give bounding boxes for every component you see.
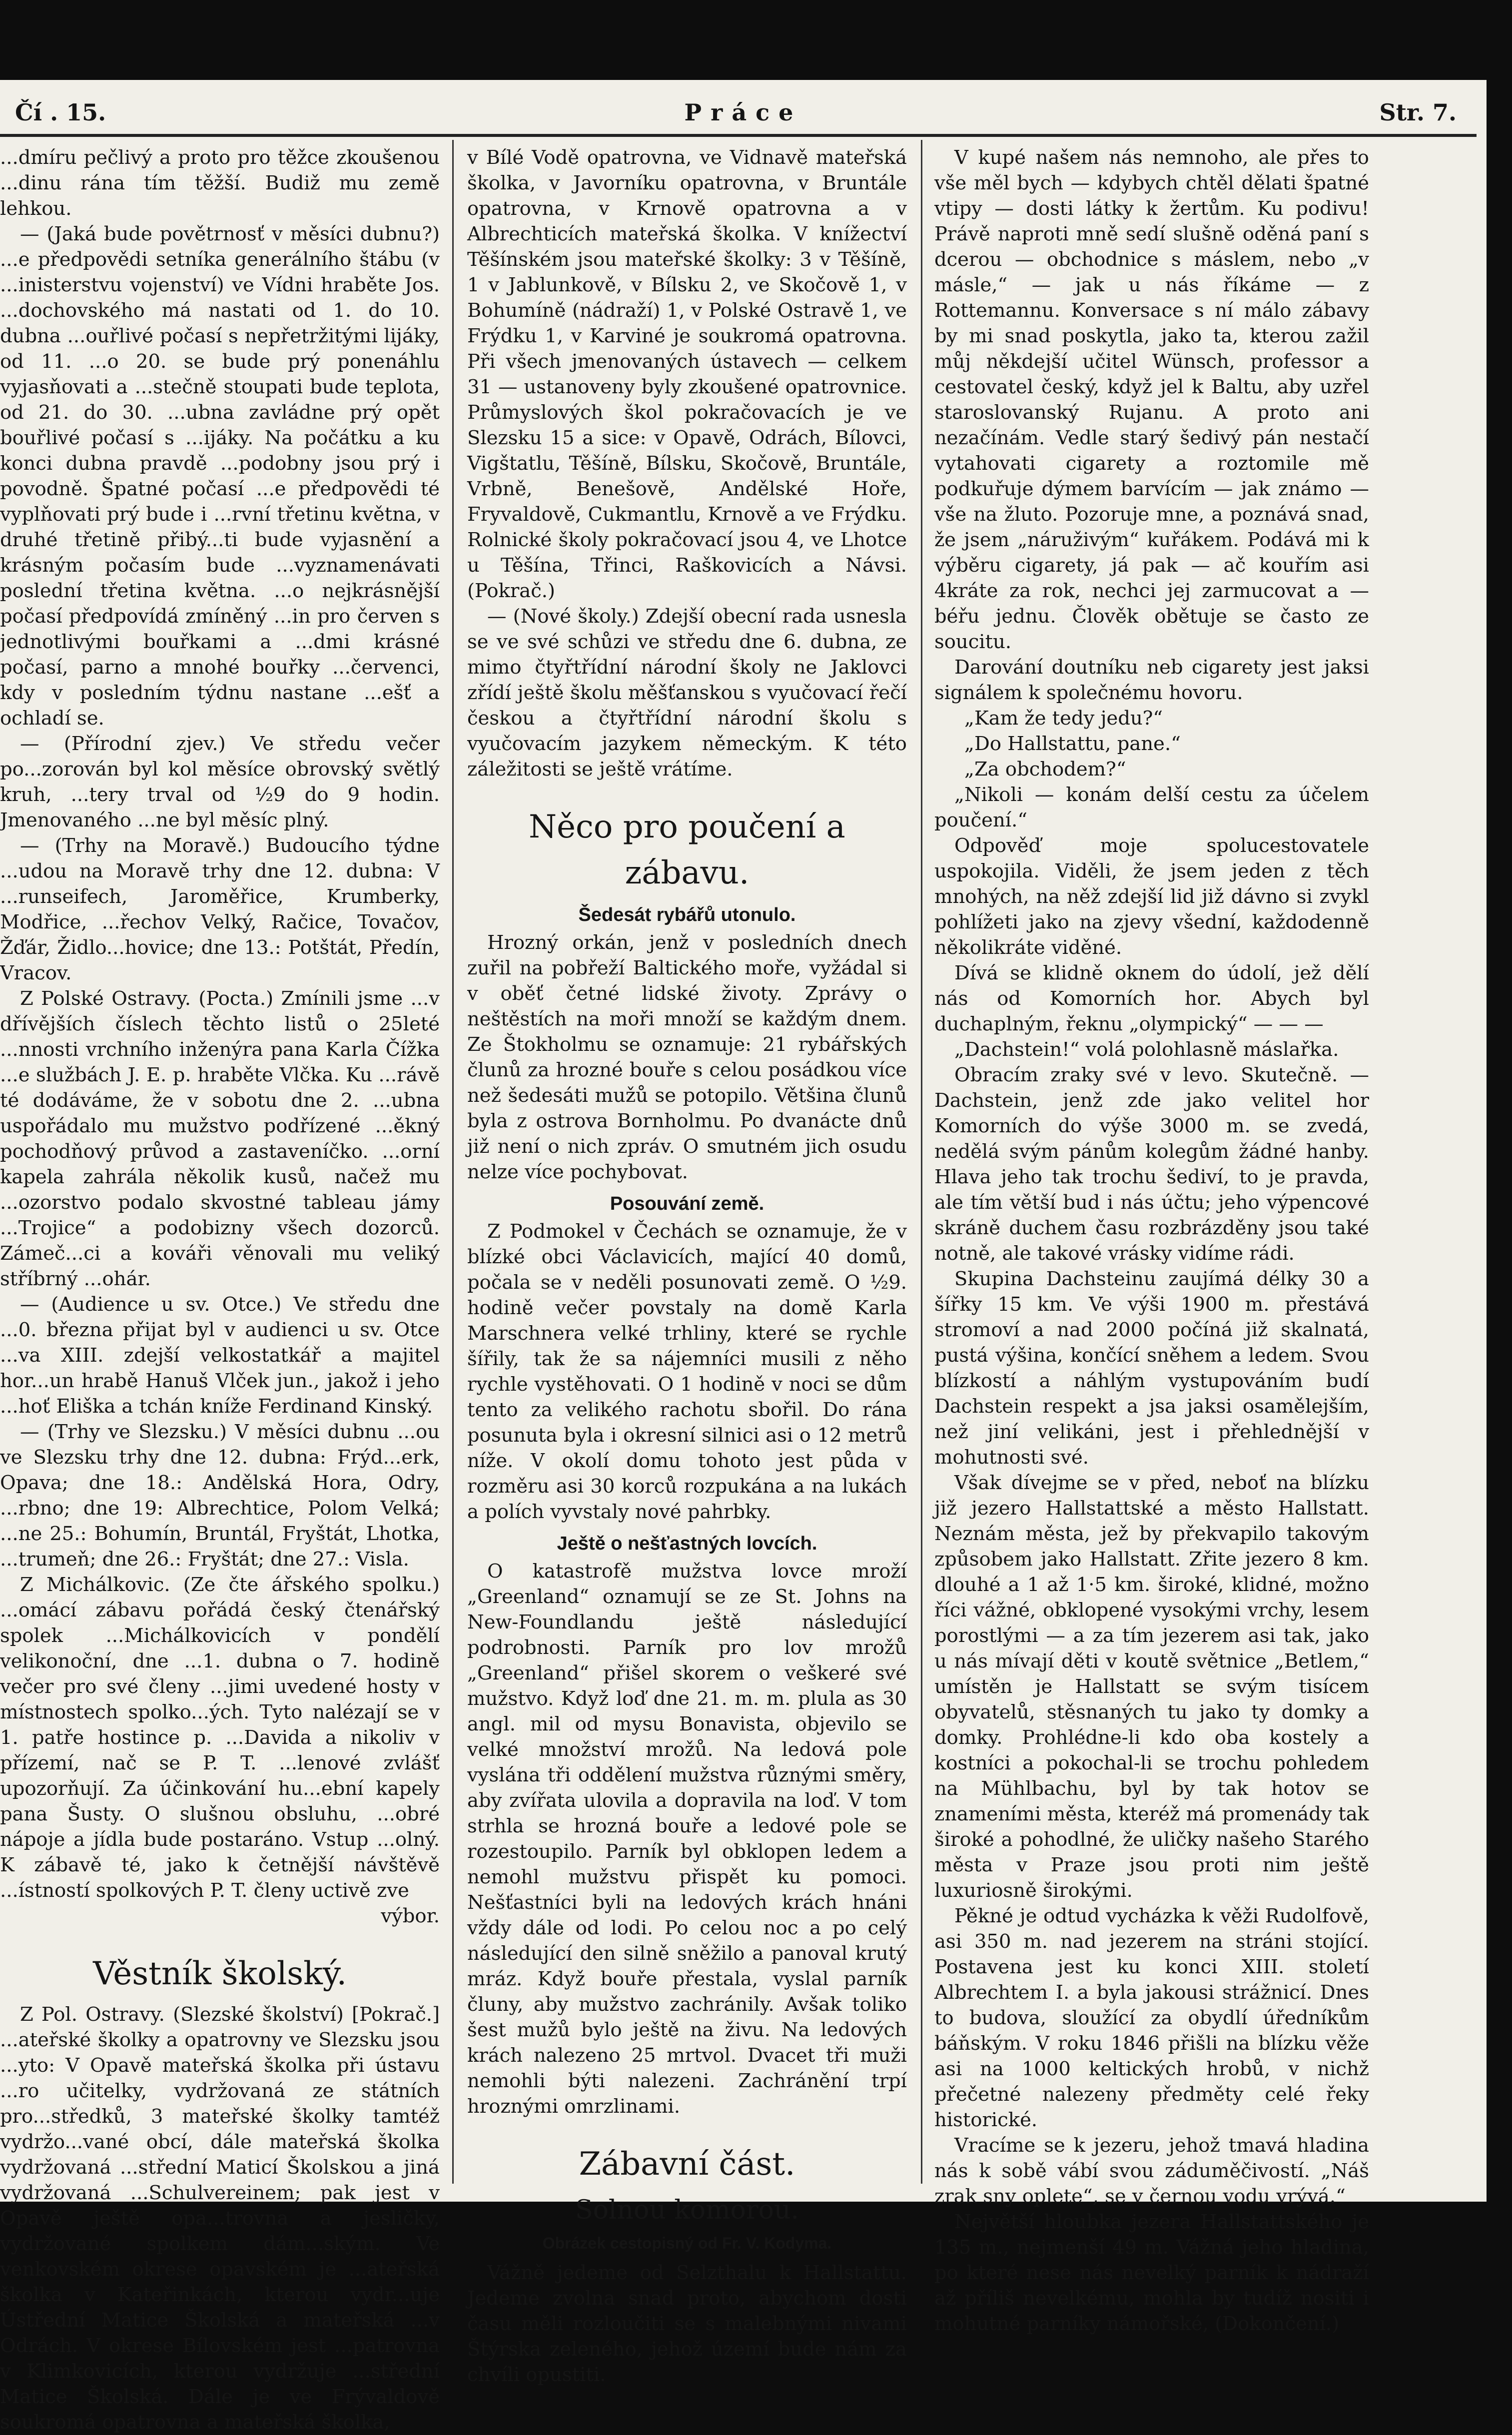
paragraph: Odpověď moje spolucestovatele uspokojila. Viděli, že jsem jeden z těch mnohých, na něž zdejší lid již dávno si zvykl pohlížeti jako na zjevy všední, každodenně několikráte viděné. xyxy=(934,834,1369,959)
paragraph: Skupina Dachsteinu zaujímá délky 30 a šířky 15 km. Ve výši 1900 m. přestává stromoví a nad 2000 počíná již skalnatá, pustá výšina, končící sněhem a ledem. Svou blízkostí a náhlým vystupováním budí Dachstein respekt a jsa jaksi osamělejším, než jiní velikáni, jest i přehlednější v mohutnosti své. xyxy=(934,1268,1369,1469)
feuilleton-title: Solnou komorou. xyxy=(575,2195,799,2225)
paragraph: Však dívejme se v před, neboť na blízku již jezero Hallstattské a město Hallstatt. Neznám města, jež by překvapilo takovým způsobem jako Hallstatt. Zřite jezero 8 km. dlouhé a 1 až 1·5 km. široké, klidné, možno říci vážné, obklopené vysokými vrchy, lesem porostlými — a za tím jezerem asi tak, jako u nás mívají děti v koutě světnice „Betlem,“ umístěn je Hallstatt se svým tisícem obyvatelů, stěsnaných tu jako ty domky a domky. Prohlédne-li kdo oba kostely a kostníci a pokochal-li se trochu pohledem na Mühlbachu, byl by tak hotov se znameními města, kteréž má promenády tak široké a pohodlné, že uličky našeho Starého města v Praze jsou proti nim ještě luxuriosně širokými. xyxy=(934,1472,1369,1902)
paragraph: Z Michálkovic. (Ze čte ářského spolku.) ...omácí zábavu pořádá český čtenářský spolek ...Michálkovicích v pondělí velikonoční, dne ...1. dubna o 7. hodině večer pro své členy ...jimi uvedené hosty v místnostech spolko...ých. Tyto nalézají se v 1. patře hostince p. ...Davida a nikoliv v přízemí, nač se P. T. ...lenové zvlášť upozorňují. Za účinkování hu...ební kapely pana Šusty. O slušnou obsluhu, ...obré nápoje a jídla bude postaráno. Vstup ...olný. K zábavě té, jako k četnější návštěvě ...ístností spolkových P. T. členy uctivě zve xyxy=(0,1574,440,1902)
paragraph: v Bílé Vodě opatrovna, ve Vidnavě mateřská školka, v Javorníku opatrovna, v Bruntále opatrovna, v Krnově opatrovna a v Albrechticích mateřská školka. V knížectví Těšínském jsou mateřské školky: 3 v Těšíně, 1 v Jablunkově, v Bílsku 2, ve Skočově 1, v Bohumíně (nádraží) 1, v Polské Ostravě 1, ve Frýdku 1, v Karviné je soukromá opatrovna. Při všech jmenovaných ústavech — celkem 31 — ustanoveny byly zkoušené opatrovnice. Průmyslových škol pokračovacích je ve Slezsku 15 a sice: v Opavě, Odrách, Bílovci, Vigštatlu, Těšíně, Bílsku, Skočově, Bruntále, Vrbně, Benešově, Andělské Hoře, Fryvaldově, Cukmantlu, Krnově a ve Frýdku. Rolnické školy pokračovací jsou 4, ve Lhotce u Těšína, Třinci, Raškovicích a Návsi. (Pokrač.) xyxy=(467,146,907,602)
paragraph: Z Pol. Ostravy. (Slezské školství) [Pokrač.] ...ateřské školky a opatrovny ve Slezsku jsou ...yto: V Opavě mateřská školka při ústavu ...ro učitelky, vydržovaná ze státních pro...středků, 3 mateřské školky tamtéž vydržo...vané obcí, dále mateřská školka vydržovaná ...střední Maticí Školskou a jiná vydržovaná ...Schulvereinem; pak jest v Opavě ještě opa...trovna a jesličky, vydržované spolkem dám...ským. Ve venkovském okrese opavském je ...ateřská školka v Kateřinkách, kterou vydr...uje Ústřední Matice Školská a mateřská ...v Odrách. V okrese Bílovském jest ...patrovna v Klimkovicích, kterou vydržuje ...střední Matice Školská. Dále je ve Frývaldově soukromá opatrovna a mateřská školka, xyxy=(0,2003,440,2434)
paragraph: Dívá se klidně oknem do údolí, jež dělí nás od Komorních hor. Abych byl duchaplným, řeknu „olympický“ — — — xyxy=(934,962,1369,1035)
dialogue-line: „Do Hallstattu, pane.“ xyxy=(964,733,1181,755)
paragraph: „Dachstein!“ volá polohlasně máslařka. xyxy=(954,1038,1339,1061)
paragraph: — (Přírodní zjev.) Ve středu večer po...zorován byl kol měsíce obrovský světlý kruh, ...tery trval od ½9 do 9 hodin. Jmenovaného ...ne byl měsíc plný. xyxy=(0,733,440,831)
article-title: Posouvání země. xyxy=(610,1193,764,1214)
section-heading: Něco pro poučení a zábavu. xyxy=(529,809,845,891)
column-1 xyxy=(0,145,440,2434)
page-header xyxy=(0,80,1487,135)
paragraph: Hrozný orkán, jenž v posledních dnech zuřil na pobřeží Baltického moře, vyžádal si v oběť četné lidské životy. Zprávy o neštěstích na moři množí se každým dnem. Ze Štokholmu se oznamuje: 21 rybářských člunů za hrozné bouře s celou posádkou více než šedesáti mužů se potopilo. Většina člunů byla z ostrova Bornholmu. Po dvanácte dnů již není o nich zpráv. O smutném jich osudu nelze více pochybovat. xyxy=(467,931,907,1183)
paragraph: V kupé našem nás nemnoho, ale přes to vše měl bych — kdybych chtěl dělati špatné vtipy — dosti látky k žertům. Ku podivu! Právě naproti mně sedí slušně oděná paní s dcerou — obchodnice s máslem, nebo „v másle,“ — jak u nás říkáme — z Rottemannu. Konversace s ní málo zábavy by mi snad poskytla, jako ta, kterou zažil můj někdejší učitel Wünsch, professor a cestovatel český, když jel k Baltu, aby uzřel staroslovanský Rujanu. A proto ani nezačínám. Vedle starý šedivý pán nestačí vytahovati cigarety a roztomile mě podkuřuje dýmem barvícím — jak známo — vše na žluto. Pozoruje mne, a poznává snad, že jsem „náruživým“ kuřákem. Podává mi k výběru cigarety, já pak — ač kouřím asi 4kráte za rok, nechci jej zarmucovat a — béřu jednu. Člověk obětuje se často ze soucitu. xyxy=(934,146,1369,653)
paragraph: Z Podmokel v Čechách se oznamuje, že v blízké obci Václavicích, mající 40 domů, počala se v neděli posunovati země. O ½9. hodině večer povstaly na domě Karla Marschnera velké trhliny, které se rychle šířily, tak že sa nájemníci musili z něho rychle vystěhovati. O 1 hodině v noci se dům tento za velikého rachotu sbořil. Do rána posunuta byla i okresní silnici asi o 12 metrů níže. V okolí domu tohoto jest půda v rozměru asi 30 korců rozpukána a na lukách a polích vyvstaly nové pahrbky. xyxy=(467,1220,907,1523)
column-2 xyxy=(467,145,907,2386)
paragraph: — (Trhy na Moravě.) Budoucího týdne ...udou na Moravě trhy dne 12. dubna: V ...runseifech, Jaroměřice, Krumberky, Modřice, ...řechov Velký, Račice, Tovačov, Žďár, Židlo...hovice; dne 13.: Potštát, Předín, Vracov. xyxy=(0,834,440,984)
paragraph: — (Audience u sv. Otce.) Ve středu dne ...0. března přijat byl v audienci u sv. Otce ...va XIII. zdejší velkostatkář a majitel hor...un hrabě Hanuš Vlček jun., jakož i jeho ...hoť Eliška a tchán kníže Ferdinand Kinský. xyxy=(0,1293,440,1418)
paragraph: Pěkné je odtud vycházka k věži Rudolfově, asi 350 m. nad jezerem na stráni stojící. Postavena jest ku konci XIII. století Albrechtem I. a byla jakousi strážnicí. Dnes to budova, sloužící za obydlí úředníkům báňským. V roku 1846 přišli na blízku věže asi na 1000 keltických hrobů, v nichž přečetné nalezeny předměty celé řeky historické. xyxy=(934,1905,1369,2131)
byline: Obrázek cestopisný od Fr. V. Kodyma. xyxy=(542,2234,832,2252)
dialogue-line: „Za obchodem?“ xyxy=(964,758,1126,781)
paragraph: Největší hloubka jezera Hallstattského je 135 m., nejmenší 49 m. Vážná jeho hladina, po které nese nás nevelký parník k nádraží až příliš nevelkému, mohla by tudíž nositi i mohutné parníky námořské, (Dokončení.) xyxy=(934,2211,1369,2335)
paragraph: Darování doutníku neb cigarety jest jaksi signálem k společnému hovoru. xyxy=(934,656,1369,704)
dialogue-line: „Kam že tedy jedu?“ xyxy=(964,707,1163,730)
signature: výbor. xyxy=(381,1905,440,1927)
page-number: Str. 7. xyxy=(1379,99,1457,126)
article-title: Šedesát rybářů utonulo. xyxy=(578,904,796,925)
paragraph: Vracíme se k jezeru, jehož tmavá hladina nás k sobě vábí svou záduměčivostí. „Náš zrak sny oplete“, se v černou vodu vrývá.“ xyxy=(934,2134,1369,2208)
paragraph: Obracím zraky své v levo. Skutečně. — Dachstein, jenž zde jako velitel hor Komorních do výše 3000 m. se zvedá, nedělá svým pánům kolegům žádné hanby. Hlava jeho tak trochu šediví, to je pravda, ale tím větší bud i nás účtu; jeho výpencové skráně duchem času rozbrázděny jsou také notně, ale takové vrásky vidíme rádi. xyxy=(934,1064,1369,1265)
section-heading: Věstník školský. xyxy=(93,1955,347,1992)
newspaper-page xyxy=(0,80,1487,2434)
column-divider xyxy=(452,140,454,2184)
paragraph: — (Nové školy.) Zdejší obecní rada usnesla se ve své schůzi ve středu dne 6. dubna, ze mimo čtyřtřídní národní školy ne Jaklovci zřídí ještě školu měšťanskou s vyučovací řečí českou a čtyřtřídní národní školu s vyučovacím jazykem německým. K této záležitosti se ještě vrátíme. xyxy=(467,605,907,781)
paragraph: — (Jaká bude povětrnosť v měsíci dubnu?) ...e předpovědi setníka generálního štábu (v ...inisterstvu vojenství) ve Vídni hraběte Jos. ...dochovského má nastati od 1. do 10. dubna ...ouřlivé počasí s nepřetržitými lijáky, od 11. ...o 20. se bude prý ponenáhlu vyjasňovati a ...stečně stoupati bude teplota, od 21. do 30. ...ubna zavládne prý opět bouřlivé počasí s ...ijáky. Na počátku a ku konci dubna pravdě ...podobny jsou prý i povodně. Špatné počasí ...e předpovědi té vyplňovati prý bude i ...rvní třetinu května, v druhé třetině přibý...ti bude vyjasnění a krásným počasím bude ...vyznamenávati poslední třetina května. ...o nejkrásnější počasí předpovídá zmíněný ...in pro červen s jednotlivými bouřkami a ...dmi krásné počasí, parno a mnohé bouřky ...červenci, kdy v posledním týdnu nastane ...ešť a ochladí se. xyxy=(0,223,440,730)
issue-number: Čí . 15. xyxy=(15,99,106,126)
column-3 xyxy=(934,145,1369,2335)
paragraph: O katastrofě mužstva lovce mroží „Greenland“ oznamují se ze St. Johns na New-Foundlandu ještě následující podrobnosti. Parník pro lov mrožů „Greenland“ přišel skorem o veškeré své mužstvo. Když loď dne 21. m. m. plula as 30 angl. mil od mysu Bonavista, objevilo se velké množství mrožů. Na ledová pole vyslána tři oddělení mužstva různými směry, aby zvířata ulovila a dopravila na loď. V tom strhla se hrozná bouře a ledové pole se rozestoupilo. Parník byl obklopen ledem a nemohl mužstvu přispět ku pomoci. Nešťastníci byli na ledových krách hnáni vždy dále od lodi. Po celou noc a po celý následující den silně sněžilo a panoval krutý mráz. Když bouře přestala, vyslal parník čluny, aby mužstvo zachránily. Avšak toliko šest mužů bylo ještě na živu. Na ledových krách nalezeno 25 mrtvol. Dvacet tři muži nemohli býti nalezeni. Zachránění trpí hroznými omrzlinami. xyxy=(467,1560,907,2118)
paragraph: Z Polské Ostravy. (Pocta.) Zmínili jsme ...v dřívějších číslech těchto listů o 25leté ...nnosti vrchního inženýra pana Karla Čížka ...e službách J. E. p. hraběte Vlčka. Ku ...rávě té dodáváme, že v sobotu dne 2. ...ubna uspořádalo mu mužstvo podřízené ...ěkný pochodňový průvod a zastaveníčko. ...orní kapela zahrála několik kusů, načež mu ...ozorstvo podalo skvostné tableau jámy ...Trojice“ a podobizny všech dozorců. Zámeč...ci a kováři věnovali mu veliký stříbrný ...ohár. xyxy=(0,987,440,1290)
article-title: Ještě o nešťastných lovcích. xyxy=(557,1533,817,1554)
paragraph: — (Trhy ve Slezsku.) V měsíci dubnu ...ou ve Slezsku trhy dne 12. dubna: Frýd...erk, Opava; dne 18.: Andělská Hora, Odry, ...rbno; dne 19: Albrechtice, Polom Velká; ...ne 25.: Bohumín, Bruntál, Fryštát, Lhotka, ...trumeň; dne 26.: Fryštát; dne 27.: Visla. xyxy=(0,1421,440,1571)
dialogue-line: „Nikoli — konám delší cestu za účelem poučení.“ xyxy=(934,784,1369,831)
column-divider xyxy=(921,140,922,2184)
paragraph: ...dmíru pečlivý a proto pro těžce zkoušenou ...dinu rána tím těžší. Budiž mu země lehkou. xyxy=(0,146,440,220)
masthead-title: Práce xyxy=(684,99,802,126)
section-heading: Zábavní část. xyxy=(579,2146,795,2183)
header-rule xyxy=(0,134,1477,137)
paragraph: Vážně jedeme od Selzthalu k Hallstattu. Jedeme zvolna snad proto, abychom dosti času měli rozloučiti se s malebnými nivami Štýrska zeleného, jehož území bude nám za chvíli opustiti. xyxy=(467,2262,907,2386)
